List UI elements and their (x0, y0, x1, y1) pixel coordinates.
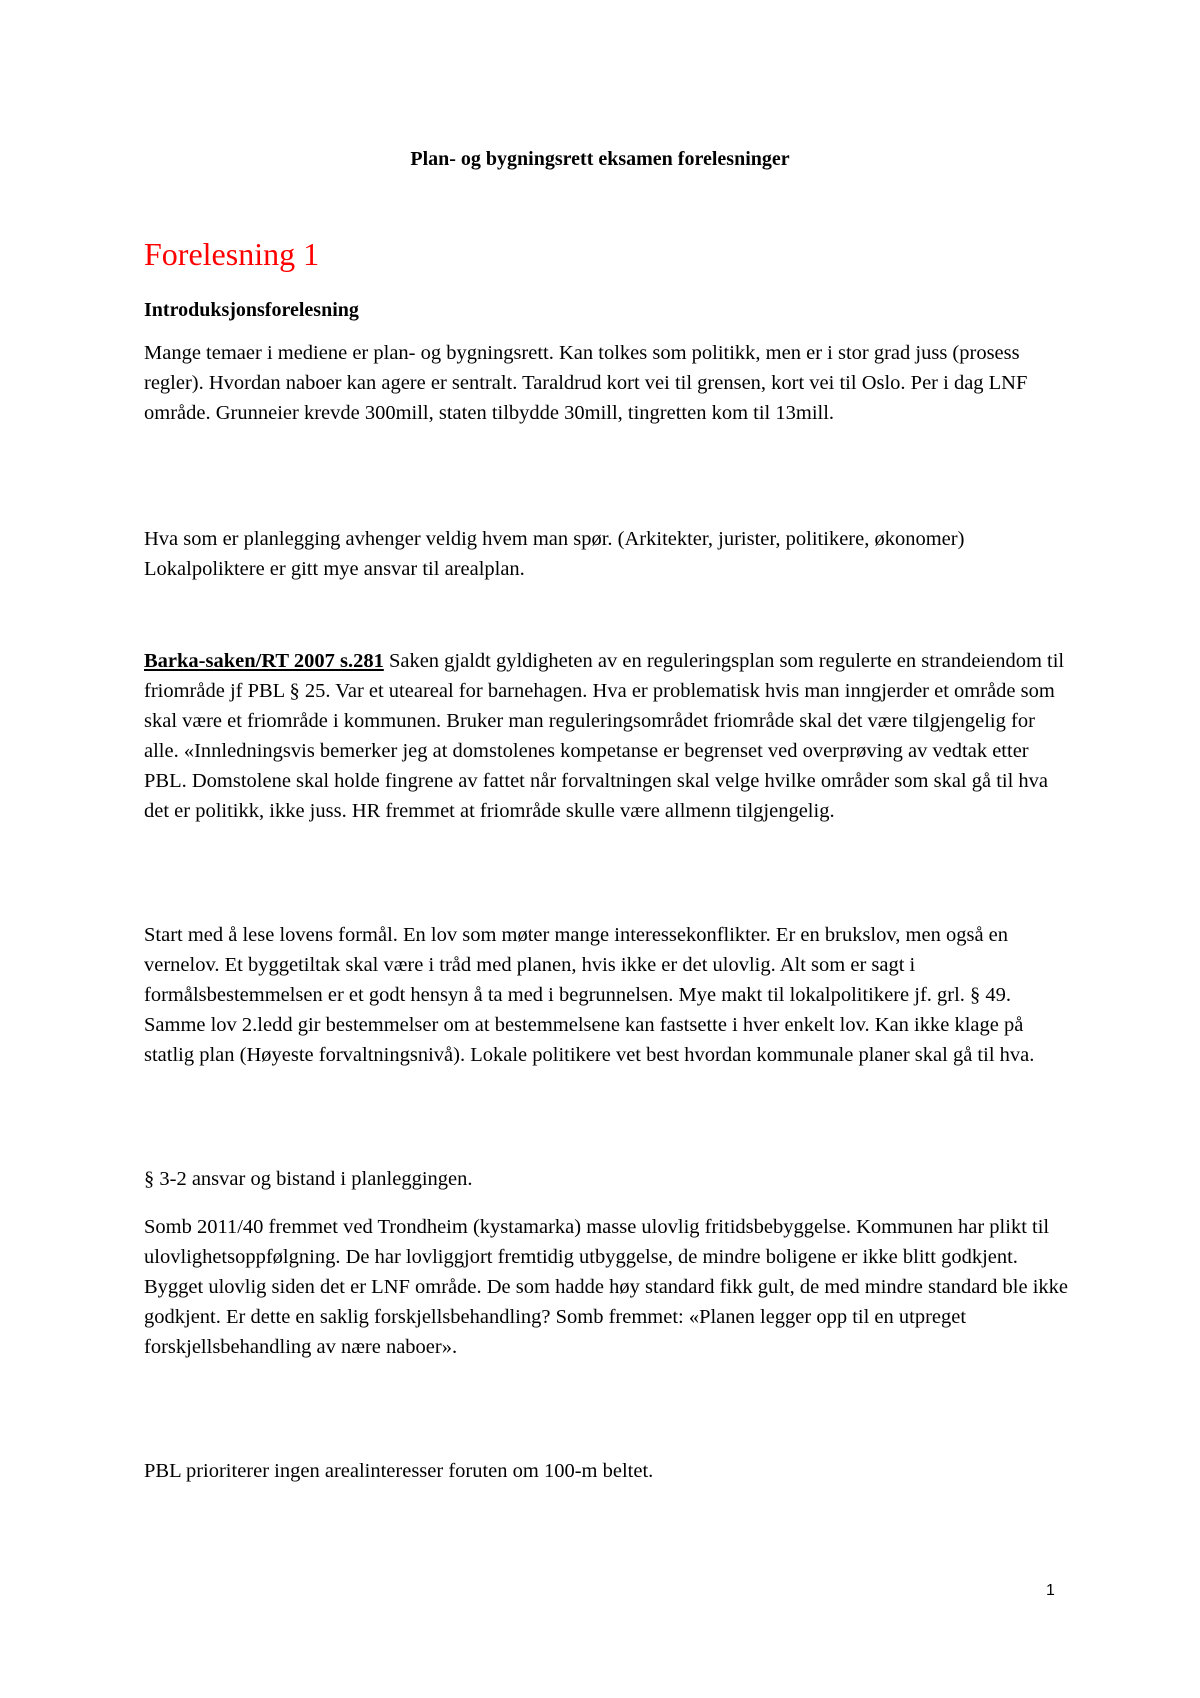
paragraph-intro: Mange temaer i mediene er plan- og bygningsrett. Kan tolkes som politikk, men er i stor grad juss (prosess regler). Hvordan naboer kan agere er sentralt. Taraldrud kort vei til grensen, kort vei til Oslo. Per i dag LNF område. Grunneier krevde 300mill, staten tilbydde 30mill, tingretten kom til 13mill. (144, 342, 1028, 424)
paragraph-purpose: Start med å lese lovens formål. En lov som møter mange interessekonflikter. Er en brukslov, men også en vernelov. Et byggetiltak skal være i tråd med planen, hvis ikke er det ulovlig. Alt som er sagt i formålsbestemmelsen er et godt hensyn å ta med i begrunnelsen. Mye makt til lokalpolitikere jf. grl. § 49. Samme lov 2.ledd gir bestemmelser om at bestemmelsene kan fastsette i hver enkelt lov. Kan ikke klage på statlig plan (Høyeste forvaltningsnivå). Lokale politikere vet best hvordan kommunale planer skal gå til hva. (144, 924, 1035, 1066)
document-title: Plan- og bygningsrett eksamen forelesninger (410, 148, 790, 170)
case-text: Saken gjaldt gyldigheten av en reguleringsplan som regulerte en strandeiendom til friområde jf PBL § 25. Var et uteareal for barnehagen. Hva er problematisk hvis man inngjerder et område som skal være et friområde i kommunen. Bruker man reguleringsområdet friområde skal det være tilgjengelig for alle. «Innledningsvis bemerker jeg at domstolenes kompetanse er begrenset ved overprøving av vedtak etter PBL. Domstolene skal holde fingrene av fattet når forvaltningen skal velge hvilke områder som skal gå til hva det er politikk, ikke juss. HR fremmet at friområde skulle være allmenn tilgjengelig. (144, 650, 1065, 822)
page-number: 1 (1046, 1582, 1055, 1599)
paragraph-barka-case (144, 646, 1074, 826)
section-heading: Introduksjonsforelesning (144, 299, 359, 321)
paragraph-section-3-2: § 3-2 ansvar og bistand i planleggingen. (144, 1168, 473, 1190)
paragraph-planning: Hva som er planlegging avhenger veldig hvem man spør. (Arkitekter, jurister, politikere, økonomer) Lokalpoliktere er gitt mye ansvar til arealplan. (144, 528, 965, 580)
paragraph-somb: Somb 2011/40 fremmet ved Trondheim (kystamarka) masse ulovlig fritidsbebyggelse. Kommunen har plikt til ulovlighetsoppfølgning. De har lovliggjort fremtidig utbyggelse, de mindre boligene er ikke blitt godkjent. Bygget ulovlig siden det er LNF område. De som hadde høy standard fikk gult, de med mindre standard ble ikke godkjent. Er dette en saklig forskjellsbehandling? Somb fremmet: «Planen legger opp til en utpreget forskjellsbehandling av nære naboer». (144, 1216, 1069, 1358)
paragraph-pbl-priority: PBL prioriterer ingen arealinteresser foruten om 100-m beltet. (144, 1460, 654, 1482)
case-reference: Barka-saken/RT 2007 s.281 (144, 650, 384, 672)
lecture-heading: Forelesning 1 (144, 236, 320, 272)
